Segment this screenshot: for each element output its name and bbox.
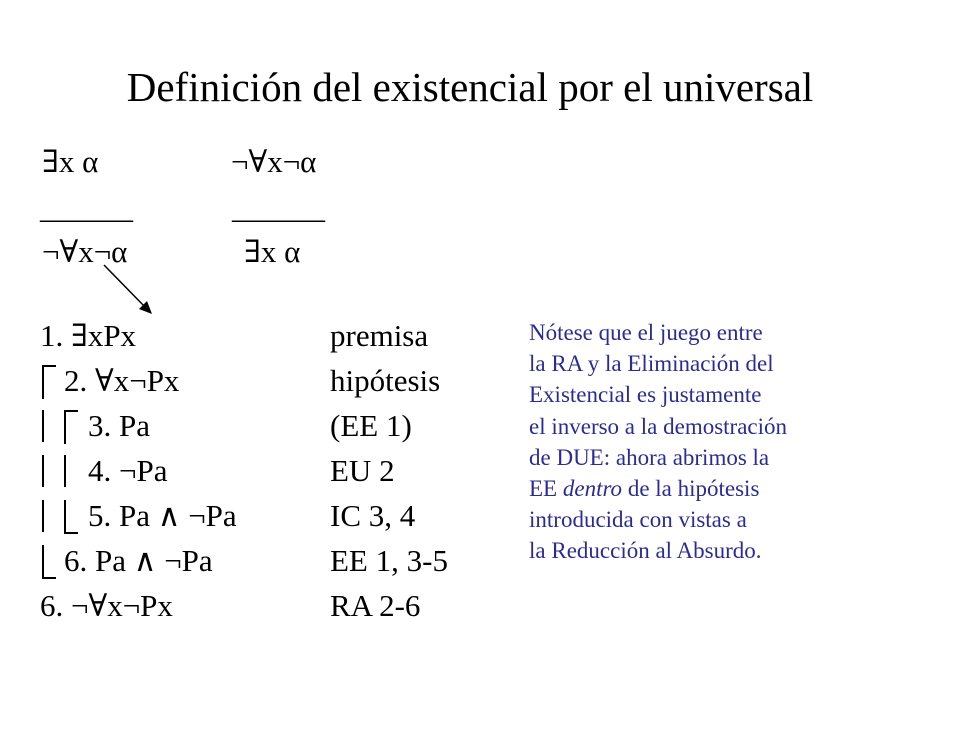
proof-line-text: 6. ¬∀x¬Px	[40, 588, 173, 623]
hypothesis-bracket-bottom	[42, 545, 56, 579]
hypothesis-bracket-top	[42, 365, 56, 399]
note-line: la RA y la Eliminación del	[529, 351, 774, 377]
proof-line-text: 2. ∀x¬Px	[64, 363, 180, 398]
proof-line-justification: EE 1, 3-5	[330, 543, 448, 578]
proof-line-justification: EU 2	[330, 453, 395, 488]
right-rule-bar: ______	[232, 190, 325, 225]
left-rule-bar: ______	[40, 190, 133, 225]
proof-line-justification: IC 3, 4	[330, 498, 416, 533]
hypothesis-bracket	[42, 500, 44, 532]
subproof-bracket-bottom	[64, 500, 78, 534]
slide-title: Definición del existencial por el universal	[126, 64, 814, 110]
proof-line	[40, 408, 412, 444]
note-line: de DUE: ahora abrimos la	[529, 444, 770, 470]
note-text: EE	[529, 476, 563, 502]
proof-line	[40, 318, 429, 354]
proof-line-text: 6. Pa ∧ ¬Pa	[64, 543, 213, 578]
note-line	[529, 473, 787, 504]
note-text: de la hipótesis	[622, 476, 760, 502]
proof-line	[40, 453, 395, 489]
note-line: introducida con vistas a	[529, 507, 747, 533]
hypothesis-bracket	[42, 410, 44, 442]
right-rule-premise: ¬∀x¬α	[231, 144, 317, 179]
proof-line-justification: premisa	[330, 318, 429, 353]
proof-line	[40, 543, 448, 579]
right-rule-conclusion: ∃x α	[244, 234, 301, 269]
proof-line-text: 5. Pa ∧ ¬Pa	[88, 498, 237, 533]
proof-line-text: 3. Pa	[88, 408, 150, 443]
note-line: el inverso a la demostración	[529, 413, 788, 439]
side-note	[529, 317, 787, 567]
note-line: la Reducción al Absurdo.	[529, 538, 762, 564]
note-line: Existencial es justamente	[529, 382, 762, 408]
left-rule-premise: ∃x α	[42, 144, 99, 179]
note-line: Nótese que el juego entre	[529, 320, 763, 345]
subproof-bracket	[64, 455, 66, 487]
left-rule-conclusion: ¬∀x¬α	[42, 234, 128, 269]
proof-line-justification: RA 2-6	[330, 588, 421, 623]
proof-line-text: 4. ¬Pa	[88, 453, 168, 488]
proof-line	[40, 588, 421, 624]
proof-line-text: 1. ∃xPx	[40, 318, 137, 353]
hypothesis-bracket	[42, 455, 44, 487]
note-emphasis: dentro	[562, 476, 623, 502]
proof-line	[40, 363, 441, 399]
proof-line-justification: hipótesis	[330, 363, 441, 398]
subproof-bracket-top	[64, 410, 78, 444]
proof-line	[40, 498, 416, 534]
proof-line-justification: (EE 1)	[330, 408, 412, 443]
